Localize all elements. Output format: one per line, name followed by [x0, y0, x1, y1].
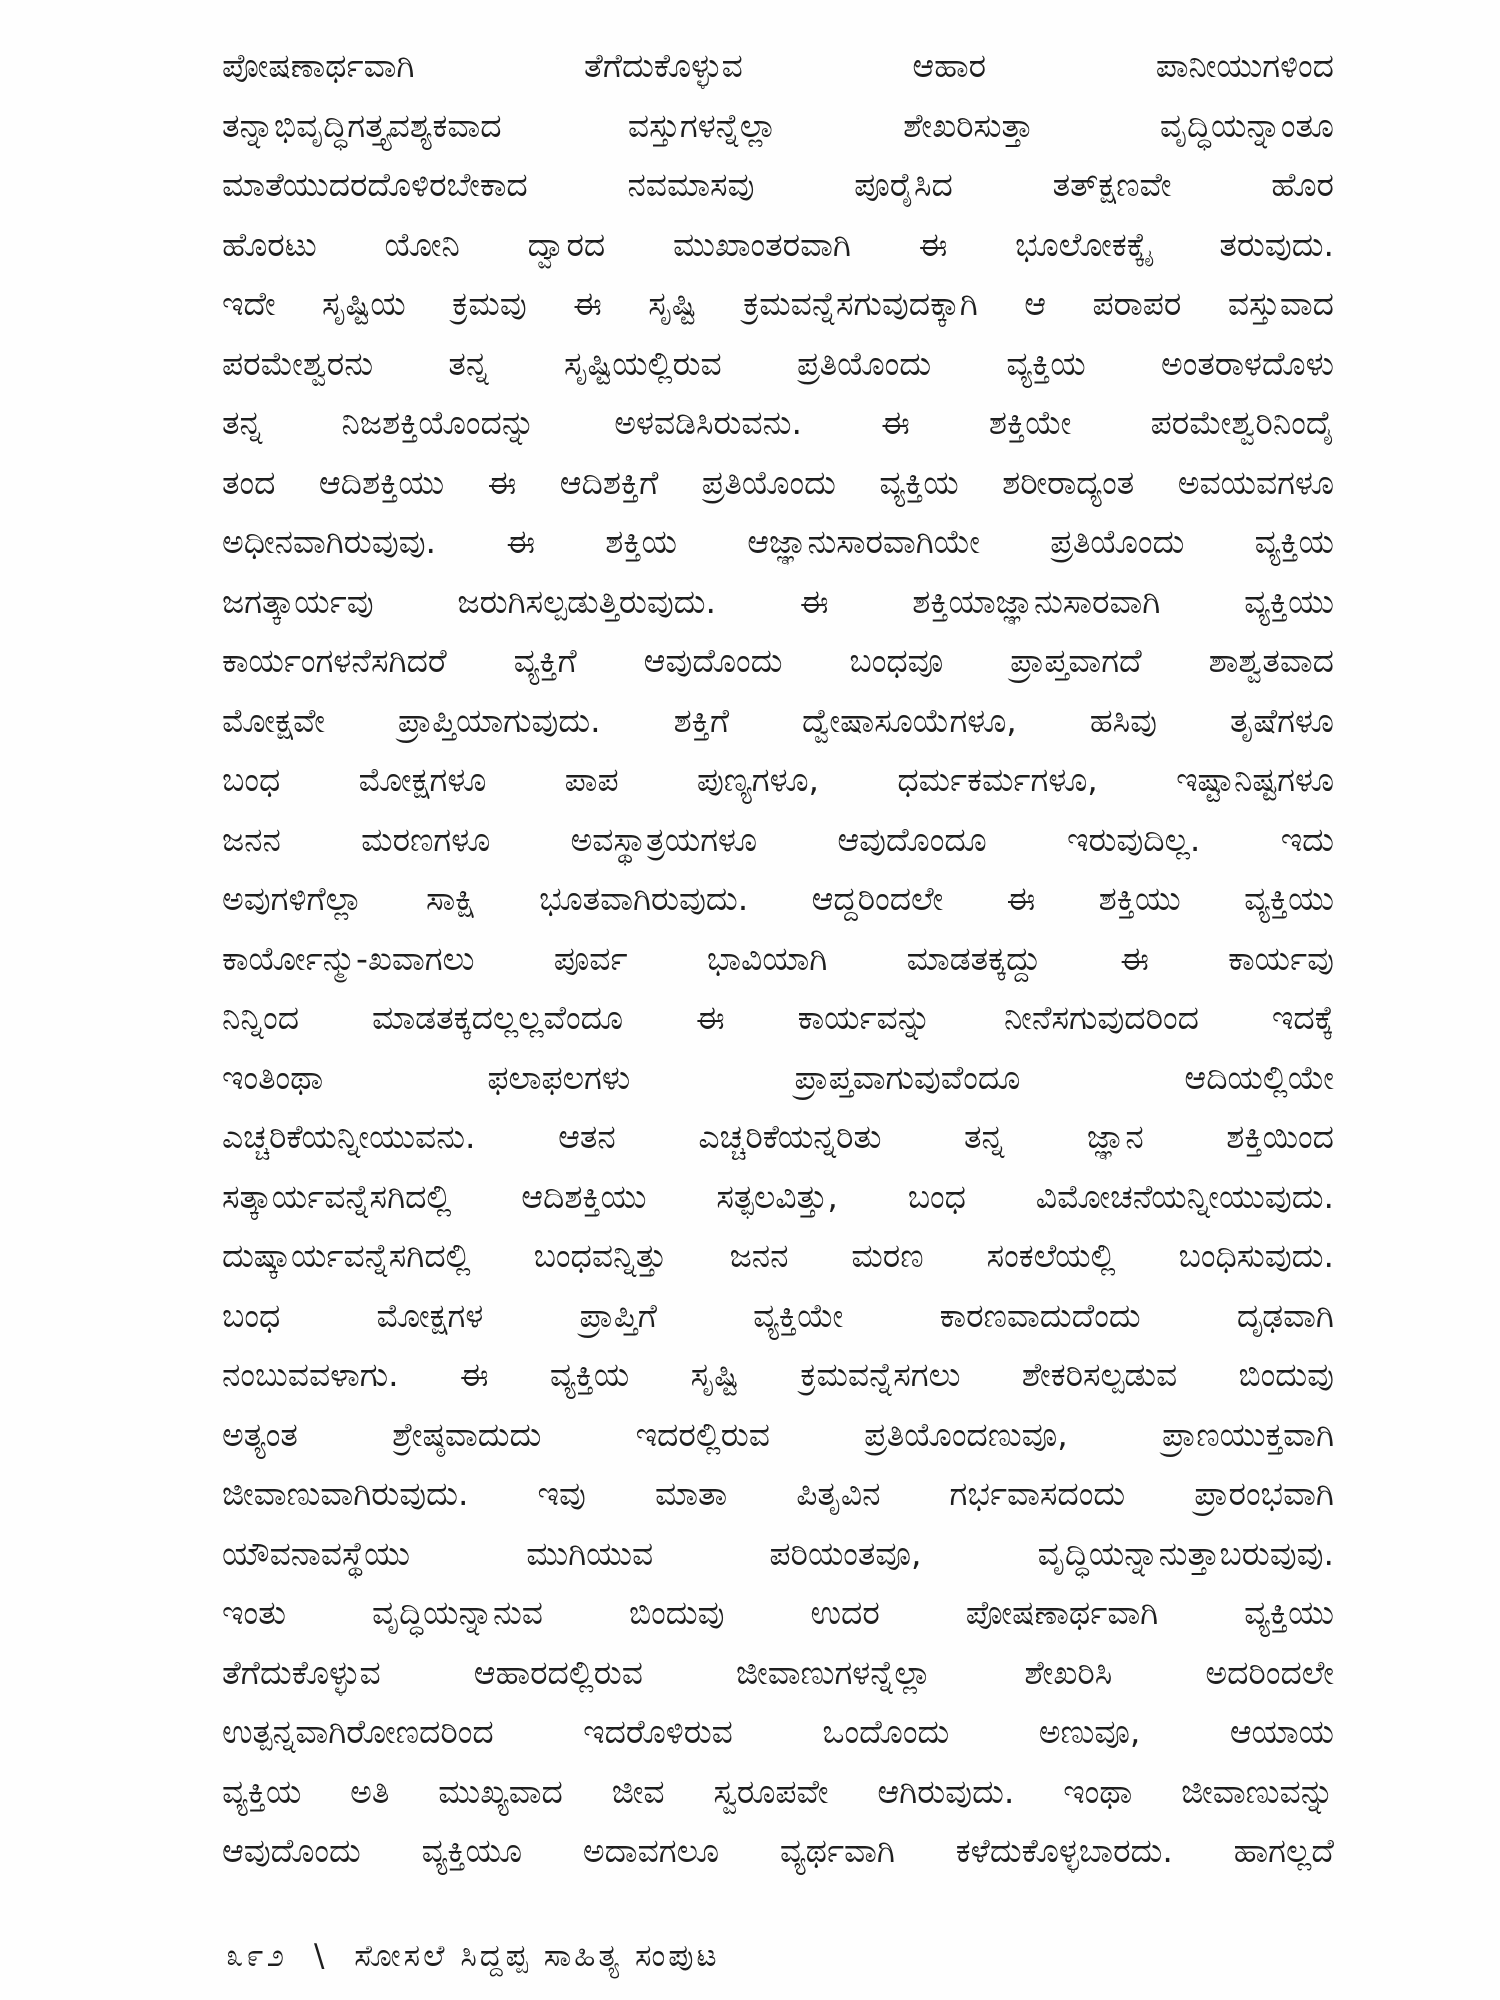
text-line: ಮಾತೆಯುದರದೊಳಿರಬೇಕಾದ ನವಮಾಸವು ಪೂರೈಸಿದ ತತ್‌ಕ್ಷಣವೇ ಹೊರ [222, 165, 1334, 204]
text-line: ಹೊರಟು ಯೋನಿ ದ್ವಾರದ ಮುಖಾಂತರವಾಗಿ ಈ ಭೂಲೋಕಕ್ಕೈ ತರುವುದು. [222, 224, 1334, 264]
text-line: ತೆಗೆದುಕೊಳ್ಳುವ ಆಹಾರದಲ್ಲಿರುವ ಜೀವಾಣುಗಳನ್ನೆಲ್ಲಾ ಶೇಖರಿಸಿ ಅದರಿಂದಲೇ [222, 1652, 1334, 1692]
text-line: ಮೋಕ್ಷವೇ ಪ್ರಾಪ್ತಿಯಾಗುವುದು. ಶಕ್ತಿಗೆ ದ್ವೇಷಾಸೂಯೆಗಳೂ, ಹಸಿವು ತೃಷೆಗಳೂ [222, 700, 1334, 740]
text-line: ಜಗತ್ಕಾರ್ಯವು ಜರುಗಿಸಲ್ಪಡುತ್ತಿರುವುದು. ಈ ಶಕ್ತಿಯಾಜ್ಞಾನುಸಾರವಾಗಿ ವ್ಯಕ್ತಿಯು [222, 581, 1334, 621]
text-line: ಬಂಧ ಮೋಕ್ಷಗಳೂ ಪಾಪ ಪುಣ್ಯಗಳೂ, ಧರ್ಮಕರ್ಮಗಳೂ, ಇಷ್ಟಾನಿಷ್ಟಗಳೂ [222, 760, 1334, 799]
text-line: ಜನನ ಮರಣಗಳೂ ಅವಸ್ಥಾತ್ರಯಗಳೂ ಆವುದೊಂದೂ ಇರುವುದಿಲ್ಲ. ಇದು [222, 819, 1334, 859]
text-line: ವ್ಯಕ್ತಿಯ ಅತಿ ಮುಖ್ಯವಾದ ಜೀವ ಸ್ವರೂಪವೇ ಆಗಿರುವುದು. ಇಂಥಾ ಜೀವಾಣುವನ್ನು [222, 1771, 1334, 1811]
text-line: ಪರಮೇಶ್ವರನು ತನ್ನ ಸೃಷ್ಟಿಯಲ್ಲಿರುವ ಪ್ರತಿಯೊಂದು ವ್ಯಕ್ತಿಯ ಅಂತರಾಳದೊಳು [222, 343, 1334, 383]
text-line: ಅವುಗಳಿಗೆಲ್ಲಾ ಸಾಕ್ಷಿ ಭೂತವಾಗಿರುವುದು. ಆದ್ದರಿಂದಲೇ ಈ ಶಕ್ತಿಯು ವ್ಯಕ್ತಿಯು [222, 879, 1334, 918]
text-line: ಇಂತು ವೃದ್ಧಿಯನ್ನಾನುವ ಬಿಂದುವು ಉದರ ಪೋಷಣಾರ್ಥವಾಗಿ ವ್ಯಕ್ತಿಯು [222, 1593, 1334, 1632]
text-line: ಸತ್ಕಾರ್ಯವನ್ನೆಸಗಿದಲ್ಲಿ ಆದಿಶಕ್ತಿಯು ಸತ್ಫಲವಿತ್ತು, ಬಂಧ ವಿಮೋಚನೆಯನ್ನೀಯುವುದು. [222, 1176, 1334, 1216]
text-line: ಯೌವನಾವಸ್ಥೆಯು ಮುಗಿಯುವ ಪರಿಯಂತವೂ, ವೃದ್ಧಿಯನ್ನಾನುತ್ತಾಬರುವುವು. [222, 1533, 1334, 1573]
text-line: ಪೋಷಣಾರ್ಥವಾಗಿ ತೆಗೆದುಕೊಳ್ಳುವ ಆಹಾರ ಪಾನೀಯುಗಳಿಂದ [222, 46, 1334, 85]
text-line: ಅಧೀನವಾಗಿರುವುವು. ಈ ಶಕ್ತಿಯ ಆಜ್ಞಾನುಸಾರವಾಗಿಯೇ ಪ್ರತಿಯೊಂದು ವ್ಯಕ್ತಿಯ [222, 522, 1334, 561]
body-text [222, 36, 1334, 1881]
text-line: ಆವುದೊಂದು ವ್ಯಕ್ತಿಯೂ ಅದಾವಗಲೂ ವ್ಯರ್ಥವಾಗಿ ಕಳೆದುಕೊಳ್ಳಬಾರದು. ಹಾಗಲ್ಲದೆ [222, 1831, 1334, 1870]
text-line: ನಂಬುವವಳಾಗು. ಈ ವ್ಯಕ್ತಿಯ ಸೃಷ್ಟಿ ಕ್ರಮವನ್ನೆಸಗಲು ಶೇಕರಿಸಲ್ಪಡುವ ಬಿಂದುವು [222, 1355, 1334, 1394]
text-line: ತನ್ನಾಭಿವೃದ್ಧಿಗತ್ತ್ಯವಶ್ಯಕವಾದ ವಸ್ತುಗಳನ್ನೆಲ್ಲಾ ಶೇಖರಿಸುತ್ತಾ ವೃದ್ಧಿಯನ್ನಾಂತೂ [222, 105, 1334, 145]
footer-separator: \ [313, 1938, 328, 1974]
text-line: ಅತ್ಯಂತ ಶ್ರೇಷ್ಠವಾದುದು ಇದರಲ್ಲಿರುವ ಪ್ರತಿಯೊಂದಣುವೂ, ಪ್ರಾಣಯುಕ್ತವಾಗಿ [222, 1414, 1334, 1454]
text-line: ದುಷ್ಕಾರ್ಯವನ್ನೆಸಗಿದಲ್ಲಿ ಬಂಧವನ್ನಿತ್ತು ಜನನ ಮರಣ ಸಂಕಲೆಯಲ್ಲಿ ಬಂಧಿಸುವುದು. [222, 1236, 1334, 1275]
book-title: ಸೋಸಲೆ ಸಿದ್ದಪ್ಪ ಸಾಹಿತ್ಯ ಸಂಪುಟ [354, 1938, 720, 1974]
text-line: ಕಾರ್ಯೋನ್ಮು-ಖವಾಗಲು ಪೂರ್ವ ಭಾವಿಯಾಗಿ ಮಾಡತಕ್ಕದ್ದು ಈ ಕಾರ್ಯವು [222, 938, 1334, 978]
text-line: ಕಾರ್ಯಂಗಳನೆಸಗಿದರೆ ವ್ಯಕ್ತಿಗೆ ಆವುದೊಂದು ಬಂಧವೂ ಪ್ರಾಪ್ತವಾಗದೆ ಶಾಶ್ವತವಾದ [222, 641, 1334, 680]
text-line: ಉತ್ಪನ್ನವಾಗಿರೋಣದರಿಂದ ಇದರೊಳಿರುವ ಒಂದೊಂದು ಅಣುವೂ, ಆಯಾಯ [222, 1712, 1334, 1751]
text-line: ನಿನ್ನಿಂದ ಮಾಡತಕ್ಕದಲ್ಲಲ್ಲವೆಂದೂ ಈ ಕಾರ್ಯವನ್ನು ನೀನೆಸಗುವುದರಿಂದ ಇದಕ್ಕೆ [222, 998, 1334, 1037]
text-line: ಇದೇ ಸೃಷ್ಟಿಯ ಕ್ರಮವು ಈ ಸೃಷ್ಟಿ ಕ್ರಮವನ್ನೆಸಗುವುದಕ್ಕಾಗಿ ಆ ಪರಾಪರ ವಸ್ತುವಾದ [222, 284, 1334, 323]
page-number: ೩೯೨ [226, 1938, 288, 1974]
text-line: ಬಂಧ ಮೋಕ್ಷಗಳ ಪ್ರಾಪ್ತಿಗೆ ವ್ಯಕ್ತಿಯೇ ಕಾರಣವಾದುದೆಂದು ದೃಢವಾಗಿ [222, 1295, 1334, 1335]
text-line: ತನ್ನ ನಿಜಶಕ್ತಿಯೊಂದನ್ನು ಅಳವಡಿಸಿರುವನು. ಈ ಶಕ್ತಿಯೇ ಪರಮೇಶ್ವರಿನಿಂದೈ [222, 403, 1334, 442]
page-footer [226, 1932, 1126, 1980]
text-line: ಎಚ್ಚರಿಕೆಯನ್ನೀಯುವನು. ಆತನ ಎಚ್ಚರಿಕೆಯನ್ನರಿತು ತನ್ನ ಜ್ಞಾನ ಶಕ್ತಿಯಿಂದ [222, 1117, 1334, 1156]
text-line: ಇಂತಿಂಥಾ ಫಲಾಫಲಗಳು ಪ್ರಾಪ್ತವಾಗುವುವೆಂದೂ ಆದಿಯಲ್ಲಿಯೇ [222, 1057, 1334, 1097]
text-line: ತಂದ ಆದಿಶಕ್ತಿಯು ಈ ಆದಿಶಕ್ತಿಗೆ ಪ್ರತಿಯೊಂದು ವ್ಯಕ್ತಿಯ ಶರೀರಾದ್ಯಂತ ಅವಯವಗಳೂ [222, 462, 1334, 502]
text-line: ಜೀವಾಣುವಾಗಿರುವುದು. ಇವು ಮಾತಾ ಪಿತೃವಿನ ಗರ್ಭವಾಸದಂದು ಪ್ರಾರಂಭವಾಗಿ [222, 1474, 1334, 1513]
